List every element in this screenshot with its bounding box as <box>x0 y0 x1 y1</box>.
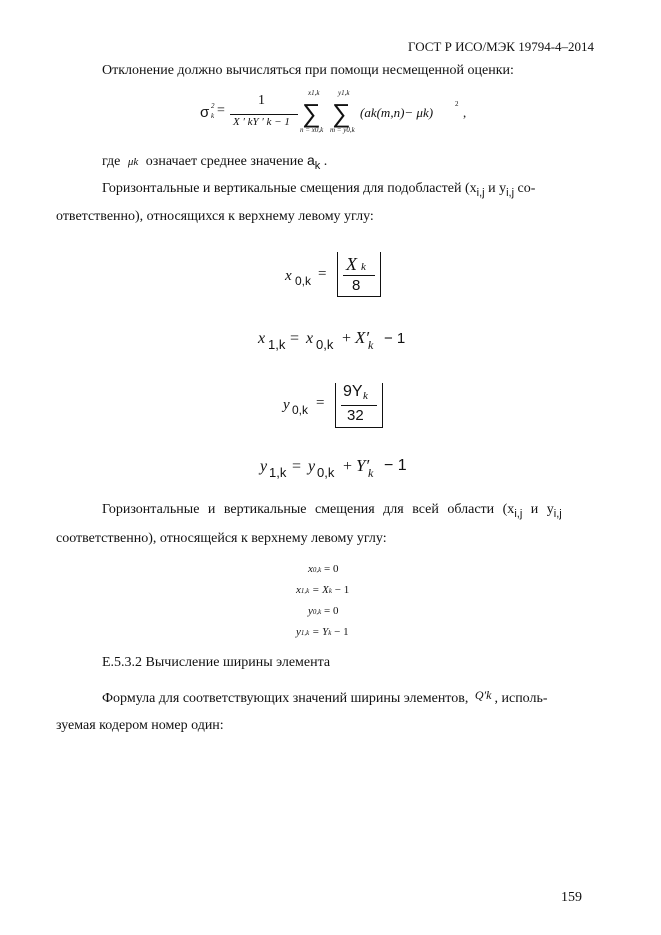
fraction-denominator: X ′ kY ′ k − 1 <box>233 116 290 128</box>
small-eq-rhs-sub: k <box>328 587 333 595</box>
where-prefix: где <box>102 154 121 169</box>
eq4-b-sub: k <box>368 466 374 480</box>
p1-text-b: и y <box>484 181 507 196</box>
eq3-numer-sub: k <box>363 390 368 402</box>
sum-sign-2: ∑ <box>332 98 351 128</box>
p2-text-a: Горизонтальные и вертикальные смещения для всей области (x <box>102 502 515 517</box>
sum2-lower: m = y0,k <box>330 126 355 134</box>
small-eq-lhs-sub: 1,k <box>300 629 310 637</box>
eq4-lhs: y <box>260 458 268 475</box>
sum1-lower: n = x0,k <box>300 126 324 134</box>
small-eq-rhs-sub: k <box>328 629 332 637</box>
intro-text: Отклонение должно вычисляться при помощи несмещенной оценки: <box>102 63 514 78</box>
paragraph-1-line-2: ответственно), относящихся к верхнему левому углу: <box>56 209 374 224</box>
p2-text-b: и y <box>522 502 554 517</box>
eq3-denom: 32 <box>347 407 364 424</box>
small-eq-x1 <box>296 580 349 601</box>
p1-text-c: со- <box>514 181 536 196</box>
small-eq-rhs: = 0 <box>324 563 339 575</box>
sum-sign-1: ∑ <box>302 98 321 128</box>
paragraph-1-line-1 <box>102 180 535 198</box>
term-sup: 2 <box>455 100 459 108</box>
small-eq-lhs: y <box>308 605 313 617</box>
small-eq-lhs-sub: 0,k <box>312 608 322 616</box>
small-eq-y0 <box>296 601 349 622</box>
small-eq-tail: − 1 <box>334 626 349 638</box>
where-text: означает среднее значение <box>145 154 304 169</box>
eq4-lhs-sub: 1,k <box>269 465 287 480</box>
q-prime-symbol: Q′k <box>474 688 492 702</box>
a-symbol: a <box>306 152 315 168</box>
formula-sigma <box>200 90 480 140</box>
formula-comma: , <box>463 105 467 120</box>
section-title: E.5.3.2 Вычисление ширины элемента <box>102 655 331 670</box>
small-eq-rhs: = 0 <box>324 605 339 617</box>
eq1-numer-sub: k <box>361 261 366 273</box>
eq2-a-sub: 0,k <box>316 337 334 352</box>
eq2-b-sub: k <box>368 338 374 352</box>
p3-text-a: Формула для соответствующих значений ширины элементов, <box>102 691 469 706</box>
sigma-sup: 2 <box>211 102 215 110</box>
eq2-lhs-sub: 1,k <box>268 337 286 352</box>
p1-sub-1: i,j <box>476 187 485 199</box>
eq3-equals: = <box>316 395 325 411</box>
small-eq-tail: − 1 <box>334 584 350 596</box>
eq2-b: X′ <box>355 328 370 347</box>
eq4-a-sub: 0,k <box>317 465 335 480</box>
eq4-plus: + <box>343 458 353 475</box>
equation-y1 <box>260 456 430 482</box>
eq3-lhs-sub: 0,k <box>292 403 309 417</box>
eq2-equals: = <box>290 330 300 347</box>
eq2-plus: + <box>342 330 352 347</box>
small-eq-rhs: = X <box>312 584 329 596</box>
where-end: . <box>323 154 328 169</box>
sigma-equals: = <box>217 103 225 118</box>
fraction-numerator: 1 <box>258 93 265 108</box>
small-eq-lhs: y <box>296 626 301 638</box>
equation-y0 <box>283 383 403 433</box>
p2-sub-1: i,j <box>514 508 523 520</box>
eq2-a: x <box>306 330 314 347</box>
small-equations <box>296 559 349 643</box>
sum1-upper: x1,k <box>308 89 320 97</box>
small-eq-lhs: x <box>296 584 301 596</box>
eq1-equals: = <box>318 266 327 282</box>
eq4-minus: − 1 <box>384 457 407 474</box>
eq1-numer: X <box>346 254 357 274</box>
eq1-fraction-bar <box>343 275 375 276</box>
p1-sub-2: i,j <box>506 187 515 199</box>
paragraph-2-line-2: соответственно), относящейся к верхнему левому углу: <box>56 531 387 546</box>
eq1-lhs-sub: 0,k <box>295 274 312 288</box>
eq3-fraction-bar <box>341 405 377 406</box>
sum-term: (ak(m,n)− μk) <box>360 105 434 120</box>
small-eq-rhs: = Y <box>312 626 329 638</box>
paragraph-3-line-2: зуемая кодером номер один: <box>56 718 224 733</box>
eq3-numer: 9Y <box>343 383 363 400</box>
sigma-sub: k <box>211 112 215 120</box>
eq1-lhs: x <box>285 268 292 284</box>
eq2-lhs: x <box>258 330 266 347</box>
small-eq-x0 <box>296 559 349 580</box>
equation-x0 <box>285 252 405 302</box>
p3-text-b: , исполь- <box>494 691 548 706</box>
paragraph-3-line-1 <box>102 689 548 708</box>
mu-symbol: μk <box>127 156 139 168</box>
eq3-lhs: y <box>283 397 290 413</box>
equation-x1 <box>258 328 428 354</box>
p2-sub-2: i,j <box>553 508 562 520</box>
small-eq-lhs-sub: 0,k <box>312 566 322 574</box>
p1-text-a: Горизонтальные и вертикальные смещения для подобластей (x <box>102 181 477 196</box>
page-number: 159 <box>561 890 582 905</box>
paragraph-2-line-1 <box>102 501 562 519</box>
small-eq-lhs: x <box>308 563 313 575</box>
small-eq-y1 <box>296 622 349 643</box>
a-sub: k <box>314 160 321 172</box>
small-eq-lhs-sub: 1,k <box>300 587 310 595</box>
fraction-bar <box>230 114 298 115</box>
document-header: ГОСТ Р ИСО/МЭК 19794-4–2014 <box>408 39 595 54</box>
eq2-minus: − 1 <box>384 330 406 347</box>
eq1-denom: 8 <box>352 277 361 294</box>
where-line <box>102 151 327 171</box>
sum2-upper: y1,k <box>338 89 350 97</box>
sigma-symbol: σ <box>200 104 210 121</box>
eq4-equals: = <box>292 458 302 475</box>
eq4-b: Y′ <box>356 456 370 475</box>
eq4-a: y <box>308 458 316 475</box>
